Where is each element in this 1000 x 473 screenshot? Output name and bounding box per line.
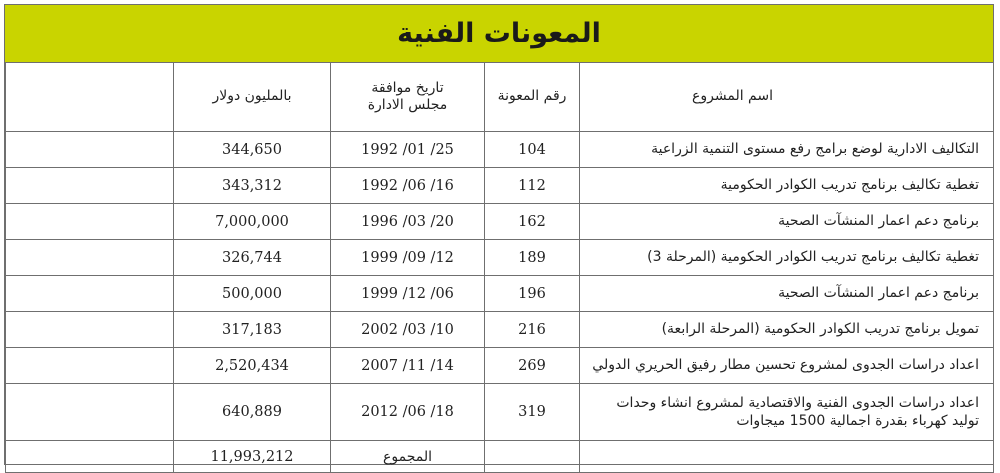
- page-title: المعونات الفنية: [397, 18, 601, 49]
- total-amount-cell: 11,993,212: [174, 441, 331, 473]
- grant-number-cell: 269: [485, 348, 580, 384]
- amount-cell: 343,312: [174, 168, 331, 204]
- project-name-cell: برنامج دعم اعمار المنشآت الصحية: [580, 276, 994, 312]
- project-name-cell: تغطية تكاليف برنامج تدريب الكوادر الحكومية (المرحلة 3): [580, 240, 994, 276]
- table-header-row: [6, 63, 994, 132]
- project-name-cell: التكاليف الادارية لوضع برامج رفع مستوى التنمية الزراعية: [580, 132, 994, 168]
- empty-cell: [6, 168, 174, 204]
- empty-cell: [6, 240, 174, 276]
- table-row: [6, 276, 994, 312]
- empty-cell: [6, 312, 174, 348]
- grant-number-cell: 112: [485, 168, 580, 204]
- table-row: [6, 168, 994, 204]
- table-row: [6, 384, 994, 441]
- approval-date-cell: 20/ 03/ 1996: [331, 204, 485, 240]
- amount-cell: 640,889: [174, 384, 331, 441]
- project-name-cell: تمويل برنامج تدريب الكوادر الحكومية (المرحلة الرابعة): [580, 312, 994, 348]
- grant-number-cell: 104: [485, 132, 580, 168]
- project-name-cell: اعداد دراسات الجدوى لمشروع تحسين مطار رفيق الحريري الدولي: [580, 348, 994, 384]
- approval-date-cell: 12/ 09/ 1999: [331, 240, 485, 276]
- header-approval-date-line2: مجلس الادارة: [367, 97, 448, 113]
- project-name-cell: تغطية تكاليف برنامج تدريب الكوادر الحكومية: [580, 168, 994, 204]
- empty-cell: [6, 276, 174, 312]
- empty-cell: [6, 441, 174, 473]
- header-amount: بالمليون دولار: [174, 63, 331, 132]
- header-approval-date: [331, 63, 485, 132]
- header-approval-date-line1: تاريخ موافقة: [371, 79, 444, 96]
- table-row: [6, 348, 994, 384]
- empty-cell: [580, 441, 994, 473]
- empty-cell: [6, 132, 174, 168]
- project-name-cell: برنامج دعم اعمار المنشآت الصحية: [580, 204, 994, 240]
- amount-cell: 2,520,434: [174, 348, 331, 384]
- approval-date-cell: 25/ 01/ 1992: [331, 132, 485, 168]
- grant-number-cell: 216: [485, 312, 580, 348]
- empty-cell: [6, 384, 174, 441]
- approval-date-cell: 18/ 06/ 2012: [331, 384, 485, 441]
- table-row: [6, 132, 994, 168]
- amount-cell: 7,000,000: [174, 204, 331, 240]
- total-label-cell: المجموع: [331, 441, 485, 473]
- empty-cell: [6, 204, 174, 240]
- header-empty: [6, 63, 174, 132]
- grant-number-cell: 189: [485, 240, 580, 276]
- grant-number-cell: 196: [485, 276, 580, 312]
- table-row: [6, 312, 994, 348]
- header-grant-number: رقم المعونة: [485, 63, 580, 132]
- table-row: [6, 204, 994, 240]
- approval-date-cell: 06/ 12/ 1999: [331, 276, 485, 312]
- approval-date-cell: 16/ 06/ 1992: [331, 168, 485, 204]
- grants-table: [5, 62, 994, 473]
- grant-number-cell: 162: [485, 204, 580, 240]
- grant-number-cell: 319: [485, 384, 580, 441]
- project-name-cell: اعداد دراسات الجدوى الفنية والاقتصادية لمشروع انشاء وحدات توليد كهرباء بقدرة اجمالية 1500 ميجاوات: [580, 384, 994, 441]
- amount-cell: 326,744: [174, 240, 331, 276]
- amount-cell: 344,650: [174, 132, 331, 168]
- total-row: [6, 441, 994, 473]
- empty-cell: [485, 441, 580, 473]
- amount-cell: 500,000: [174, 276, 331, 312]
- approval-date-cell: 14/ 11/ 2007: [331, 348, 485, 384]
- grants-table-frame: [4, 4, 994, 465]
- approval-date-cell: 10/ 03/ 2002: [331, 312, 485, 348]
- title-bar: [5, 5, 993, 63]
- empty-cell: [6, 348, 174, 384]
- table-row: [6, 240, 994, 276]
- amount-cell: 317,183: [174, 312, 331, 348]
- header-project-name: اسم المشروع: [580, 63, 994, 132]
